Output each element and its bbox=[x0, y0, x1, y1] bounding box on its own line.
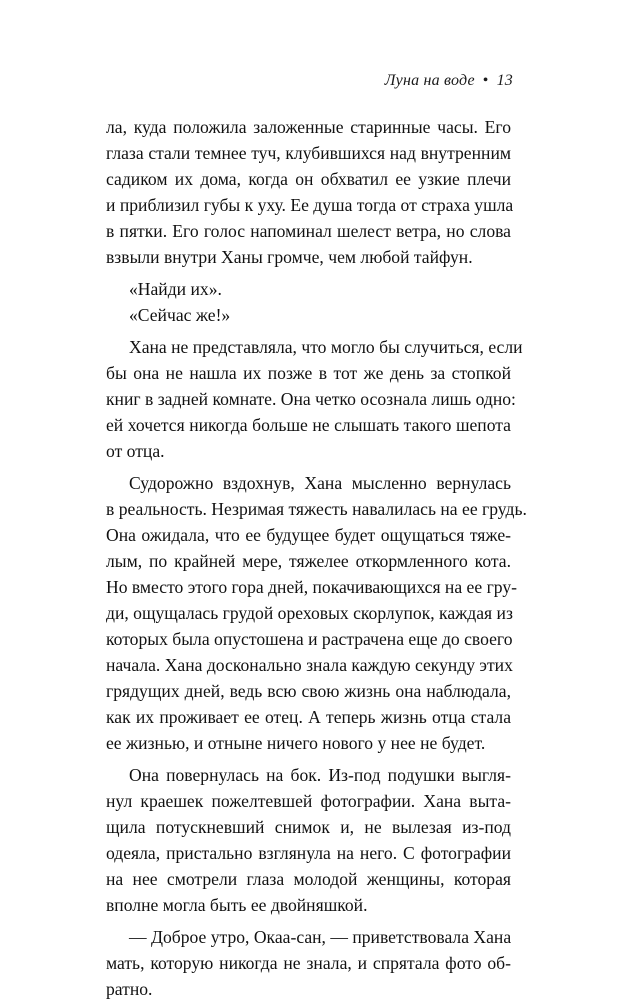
text-line: взвыли внутри Ханы громче, чем любой тайфун. bbox=[106, 247, 473, 267]
text-line: глаза стали темнее туч, клубившихся над внутренним bbox=[106, 143, 511, 163]
text-line: книг в задней комнате. Она четко осознала лишь одно: bbox=[106, 389, 516, 409]
text-line: ла, куда положила заложенные старинные часы. Его bbox=[106, 117, 511, 137]
text-line: ратно. bbox=[106, 979, 153, 999]
text-line: «Сейчас же!» bbox=[129, 305, 231, 325]
paragraph bbox=[106, 114, 514, 270]
running-header bbox=[385, 72, 513, 90]
page-number: 13 bbox=[496, 72, 513, 89]
text-line: которых была опустошена и растрачена еще до своего bbox=[106, 629, 513, 649]
body-text bbox=[106, 114, 527, 1008]
text-line: начала. Хана досконально знала каждую секунду этих bbox=[106, 655, 513, 675]
text-line: как их проживает ее отец. А теперь жизнь отца стала bbox=[106, 707, 511, 727]
text-line: лым, по крайней мере, тяжелее откормленного кота. bbox=[106, 551, 511, 571]
header-separator: • bbox=[482, 72, 489, 89]
text-line: мать, которую никогда не знала, и спрятала фото об- bbox=[106, 953, 511, 973]
text-line: и приблизил губы к уху. Ее душа тогда от страха ушла bbox=[106, 195, 514, 215]
text-line: ди, ощущалась грудой ореховых скорлупок, каждая из bbox=[106, 603, 513, 623]
text-line: Хана не представляла, что могло бы случиться, если bbox=[129, 337, 523, 357]
text-line: на нее смотрели глаза молодой женщины, которая bbox=[106, 869, 511, 889]
text-line: в реальность. Незримая тяжесть навалилась на ее грудь. bbox=[106, 499, 527, 519]
paragraph bbox=[106, 334, 523, 464]
text-line: ее жизнью, и отныне ничего нового у нее не будет. bbox=[106, 733, 486, 753]
text-line: Она ожидала, что ее будущее будет ощущаться тяже- bbox=[106, 525, 511, 545]
paragraph bbox=[106, 302, 511, 328]
paragraph bbox=[106, 470, 527, 756]
text-line: вполне могла быть ее двойняшкой. bbox=[106, 895, 368, 915]
paragraph bbox=[106, 762, 511, 918]
text-line: щила потускневший снимок и, не вылезая из-под bbox=[106, 817, 511, 837]
text-line: одеяла, пристально взглянула на него. С фотографии bbox=[106, 843, 511, 863]
text-line: «Найди их». bbox=[129, 279, 222, 299]
text-line: Но вместо этого гора дней, покачивающихся на ее гру- bbox=[106, 577, 518, 597]
text-line: от отца. bbox=[106, 441, 165, 461]
text-line: грядущих дней, ведь всю свою жизнь она наблюдала, bbox=[106, 681, 511, 701]
text-line: садиком их дома, когда он обхватил ее узкие плечи bbox=[106, 169, 511, 189]
text-line: в пятки. Его голос напоминал шелест ветра, но слова bbox=[106, 221, 511, 241]
paragraph bbox=[106, 924, 511, 1002]
book-title: Луна на воде bbox=[384, 72, 475, 89]
paragraph bbox=[106, 276, 511, 302]
text-line: Судорожно вздохнув, Хана мысленно вернулась bbox=[129, 473, 511, 493]
text-line: нул краешек пожелтевшей фотографии. Хана выта- bbox=[106, 791, 511, 811]
text-line: бы она не нашла их позже в тот же день за стопкой bbox=[106, 363, 511, 383]
text-line: — Доброе утро, Окаа-сан, — приветствовала Хана bbox=[129, 927, 512, 947]
text-line: ей хочется никогда больше не слышать такого шепота bbox=[106, 415, 511, 435]
text-line: Она повернулась на бок. Из-под подушки выгля- bbox=[129, 765, 511, 785]
